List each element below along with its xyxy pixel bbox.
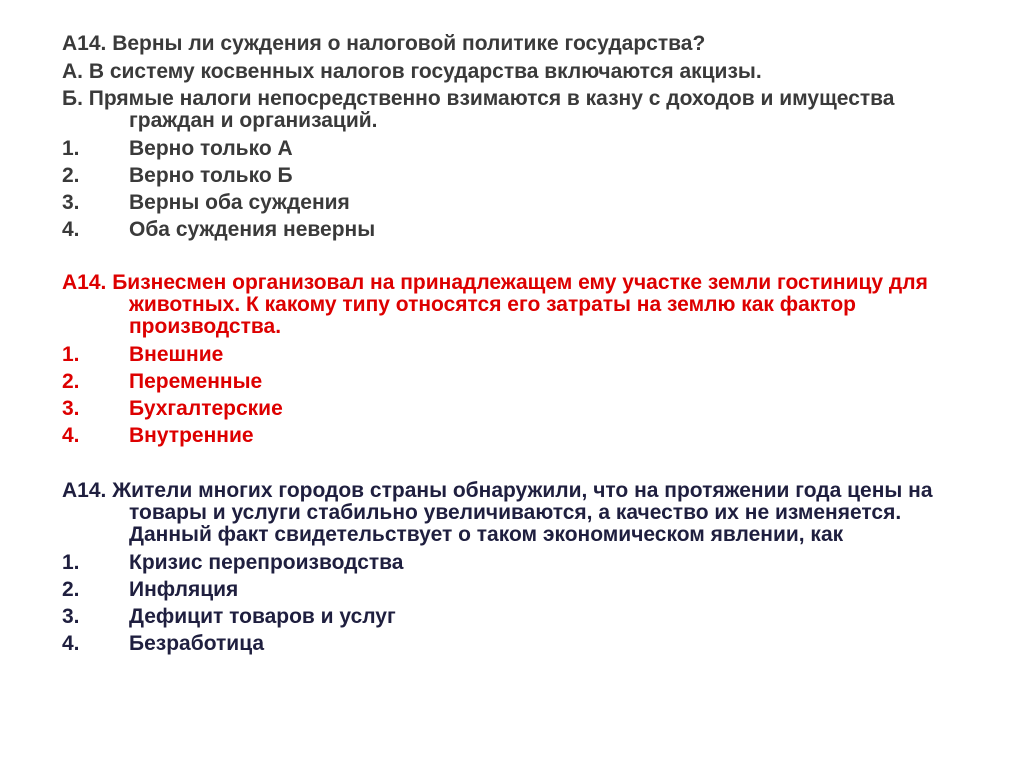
option-number: 3. [62,397,80,420]
statement-b: Б. Прямые налоги непосредственно взимаются в казну с доходов и имущества граждан и организаций. [62,87,895,132]
option-text: Безработица [129,632,265,655]
statement-a: А. В систему косвенных налогов государства включаются акцизы. [62,60,762,83]
option-number: 3. [62,605,80,628]
answer-option [62,605,982,632]
option-text: Бухгалтерские [129,397,283,420]
option-number: 2. [62,370,80,393]
option-number: 1. [62,137,80,160]
option-text: Внутренние [129,424,254,447]
option-number: 4. [62,424,80,447]
question-block-2 [62,272,982,451]
option-number: 3. [62,191,80,214]
answer-option [62,370,982,397]
option-text: Верно только Б [129,164,293,187]
answer-option [62,137,982,164]
question-block-1 [62,32,982,245]
option-text: Дефицит товаров и услуг [129,605,396,628]
option-number: 1. [62,551,80,574]
option-text: Верны оба суждения [129,191,350,214]
question-title: А14. Верны ли суждения о налоговой политике государства? [62,32,706,55]
question-block-3 [62,480,982,659]
answer-option [62,218,982,245]
option-number: 2. [62,164,80,187]
answer-option [62,397,982,424]
question-text: А14. Бизнесмен организовал на принадлежащем ему участке земли гостиницу для животных. К какому типу относятся его затраты на землю как фактор производства. [62,271,928,338]
option-text: Верно только А [129,137,293,160]
answer-option [62,424,982,451]
answer-option [62,191,982,218]
option-text: Оба суждения неверны [129,218,376,241]
answer-option [62,578,982,605]
option-number: 2. [62,578,80,601]
option-number: 1. [62,343,80,366]
option-text: Инфляция [129,578,239,601]
option-number: 4. [62,218,80,241]
answer-option [62,632,982,659]
answer-option [62,551,982,578]
option-text: Кризис перепроизводства [129,551,404,574]
answer-option [62,164,982,191]
option-text: Переменные [129,370,263,393]
option-number: 4. [62,632,80,655]
question-text: А14. Жители многих городов страны обнаружили, что на протяжении года цены на товары и услуги стабильно увеличиваются, а качество их не изменяется. Данный факт свидетельствует о таком экономическом явлении, как [62,479,933,546]
option-text: Внешние [129,343,224,366]
answer-option [62,343,982,370]
